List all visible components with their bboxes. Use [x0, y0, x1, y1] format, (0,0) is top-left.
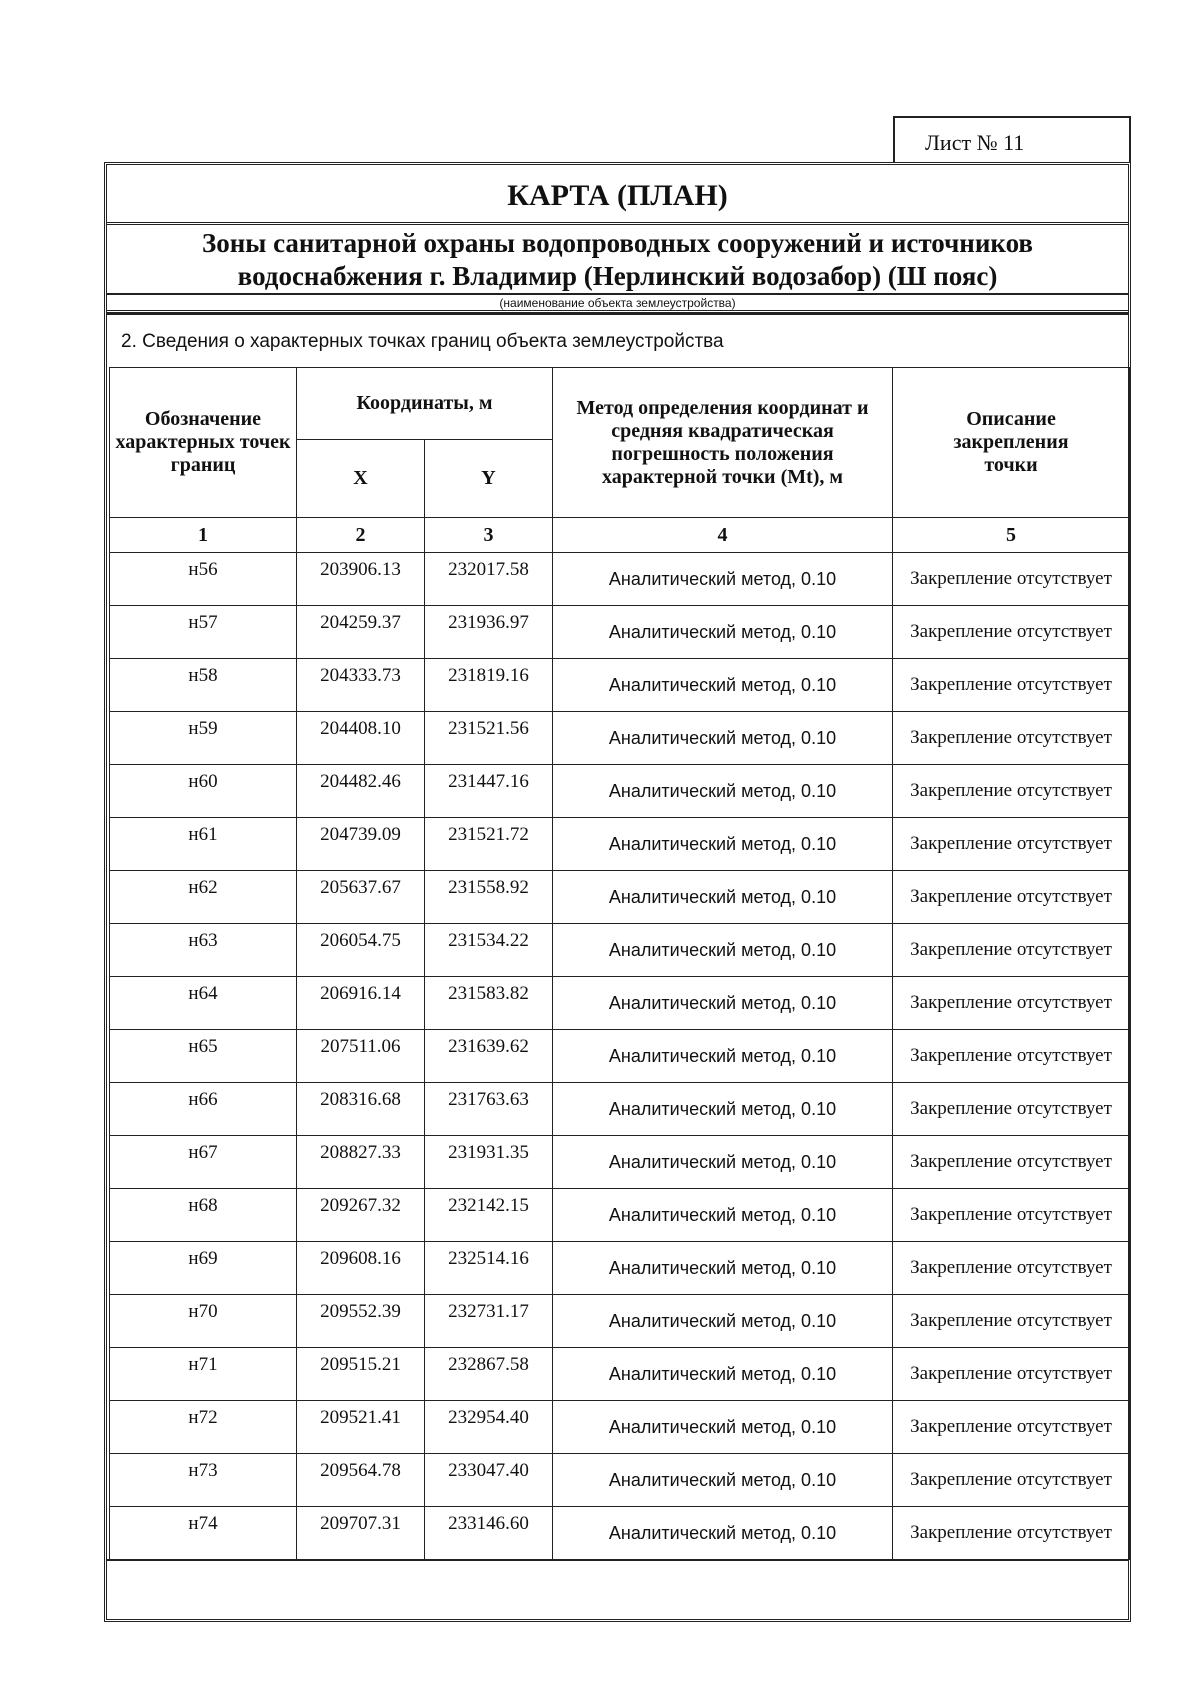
fixing-description: Закрепление отсутствует	[893, 1136, 1130, 1189]
x-coordinate: 204259.37	[297, 606, 425, 659]
y-coordinate: 232142.15	[425, 1189, 553, 1242]
method: Аналитический метод, 0.10	[553, 1189, 893, 1242]
x-coordinate: 204739.09	[297, 818, 425, 871]
header-y: Y	[425, 440, 553, 518]
table-row	[110, 924, 1130, 977]
point-id: н67	[110, 1136, 297, 1189]
fixing-description: Закрепление отсутствует	[893, 1242, 1130, 1295]
point-id: н61	[110, 818, 297, 871]
column-numbers-row	[110, 518, 1130, 553]
y-coordinate: 233146.60	[425, 1507, 553, 1560]
fixing-description: Закрепление отсутствует	[893, 818, 1130, 871]
document-frame	[104, 162, 1131, 1622]
method: Аналитический метод, 0.10	[553, 818, 893, 871]
point-id: н60	[110, 765, 297, 818]
point-id: н59	[110, 712, 297, 765]
header-description: Описание закрепления точки	[893, 368, 1130, 518]
table-row	[110, 977, 1130, 1030]
x-coordinate: 207511.06	[297, 1030, 425, 1083]
x-coordinate: 209515.21	[297, 1348, 425, 1401]
y-coordinate: 231521.56	[425, 712, 553, 765]
fixing-description: Закрепление отсутствует	[893, 871, 1130, 924]
table-row	[110, 712, 1130, 765]
y-coordinate: 231819.16	[425, 659, 553, 712]
section-heading: 2. Сведения о характерных точках границ объекта землеустройства	[107, 313, 1128, 367]
y-coordinate: 231521.72	[425, 818, 553, 871]
point-id: н58	[110, 659, 297, 712]
y-coordinate: 232867.58	[425, 1348, 553, 1401]
x-coordinate: 208316.68	[297, 1083, 425, 1136]
fixing-description: Закрепление отсутствует	[893, 606, 1130, 659]
column-number: 1	[110, 518, 297, 553]
method: Аналитический метод, 0.10	[553, 1295, 893, 1348]
y-coordinate: 233047.40	[425, 1454, 553, 1507]
table-row	[110, 1454, 1130, 1507]
x-coordinate: 206916.14	[297, 977, 425, 1030]
x-coordinate: 204482.46	[297, 765, 425, 818]
method: Аналитический метод, 0.10	[553, 1401, 893, 1454]
point-id: н68	[110, 1189, 297, 1242]
fixing-description: Закрепление отсутствует	[893, 712, 1130, 765]
header-method: Метод определения координат и средняя квадратическая погрешность положения характерной точки (Mt), м	[553, 368, 893, 518]
method: Аналитический метод, 0.10	[553, 553, 893, 606]
y-coordinate: 232731.17	[425, 1295, 553, 1348]
boundary-points-table	[109, 367, 1130, 1560]
x-coordinate: 209552.39	[297, 1295, 425, 1348]
header-designation: Обозначение характерных точек границ	[110, 368, 297, 518]
method: Аналитический метод, 0.10	[553, 924, 893, 977]
y-coordinate: 231763.63	[425, 1083, 553, 1136]
fixing-description: Закрепление отсутствует	[893, 1507, 1130, 1560]
method: Аналитический метод, 0.10	[553, 1507, 893, 1560]
fixing-description: Закрепление отсутствует	[893, 1454, 1130, 1507]
object-name-caption: (наименование объекта землеустройства)	[107, 293, 1128, 313]
table-row	[110, 1189, 1130, 1242]
point-id: н70	[110, 1295, 297, 1348]
fixing-description: Закрепление отсутствует	[893, 765, 1130, 818]
method: Аналитический метод, 0.10	[553, 659, 893, 712]
method: Аналитический метод, 0.10	[553, 871, 893, 924]
y-coordinate: 231447.16	[425, 765, 553, 818]
method: Аналитический метод, 0.10	[553, 1136, 893, 1189]
y-coordinate: 232514.16	[425, 1242, 553, 1295]
method: Аналитический метод, 0.10	[553, 765, 893, 818]
method: Аналитический метод, 0.10	[553, 712, 893, 765]
fixing-description: Закрепление отсутствует	[893, 1348, 1130, 1401]
column-number: 2	[297, 518, 425, 553]
x-coordinate: 209564.78	[297, 1454, 425, 1507]
sheet-number-box	[893, 116, 1131, 162]
object-name: Зоны санитарной охраны водопроводных сооружений и источников водоснабжения г. Владимир (Нерлинский водозабор) (Ш пояс)	[201, 228, 1034, 291]
y-coordinate: 232017.58	[425, 553, 553, 606]
column-number: 3	[425, 518, 553, 553]
point-id: н66	[110, 1083, 297, 1136]
x-coordinate: 204408.10	[297, 712, 425, 765]
y-coordinate: 231558.92	[425, 871, 553, 924]
point-id: н72	[110, 1401, 297, 1454]
point-id: н57	[110, 606, 297, 659]
fixing-description: Закрепление отсутствует	[893, 659, 1130, 712]
y-coordinate: 231583.82	[425, 977, 553, 1030]
table-row	[110, 1507, 1130, 1560]
method: Аналитический метод, 0.10	[553, 1348, 893, 1401]
y-coordinate: 231936.97	[425, 606, 553, 659]
x-coordinate: 203906.13	[297, 553, 425, 606]
point-id: н63	[110, 924, 297, 977]
x-coordinate: 205637.67	[297, 871, 425, 924]
document-title: КАРТА (ПЛАН)	[107, 165, 1128, 225]
method: Аналитический метод, 0.10	[553, 977, 893, 1030]
method: Аналитический метод, 0.10	[553, 1454, 893, 1507]
table-body	[110, 553, 1130, 1560]
point-id: н69	[110, 1242, 297, 1295]
x-coordinate: 209267.32	[297, 1189, 425, 1242]
fixing-description: Закрепление отсутствует	[893, 924, 1130, 977]
table-row	[110, 1295, 1130, 1348]
column-number: 5	[893, 518, 1130, 553]
table-row	[110, 1242, 1130, 1295]
fixing-description: Закрепление отсутствует	[893, 1189, 1130, 1242]
table-row	[110, 1083, 1130, 1136]
x-coordinate: 209707.31	[297, 1507, 425, 1560]
method: Аналитический метод, 0.10	[553, 1083, 893, 1136]
table-row	[110, 553, 1130, 606]
point-id: н56	[110, 553, 297, 606]
table-row	[110, 1136, 1130, 1189]
point-id: н64	[110, 977, 297, 1030]
fixing-description: Закрепление отсутствует	[893, 1295, 1130, 1348]
x-coordinate: 208827.33	[297, 1136, 425, 1189]
table-row	[110, 765, 1130, 818]
x-coordinate: 204333.73	[297, 659, 425, 712]
fixing-description: Закрепление отсутствует	[893, 553, 1130, 606]
table-row	[110, 1401, 1130, 1454]
table-row	[110, 1348, 1130, 1401]
y-coordinate: 231534.22	[425, 924, 553, 977]
fixing-description: Закрепление отсутствует	[893, 1083, 1130, 1136]
method: Аналитический метод, 0.10	[553, 1242, 893, 1295]
point-id: н65	[110, 1030, 297, 1083]
x-coordinate: 209521.41	[297, 1401, 425, 1454]
fixing-description: Закрепление отсутствует	[893, 1401, 1130, 1454]
table-row	[110, 818, 1130, 871]
fixing-description: Закрепление отсутствует	[893, 977, 1130, 1030]
column-number: 4	[553, 518, 893, 553]
x-coordinate: 209608.16	[297, 1242, 425, 1295]
y-coordinate: 231639.62	[425, 1030, 553, 1083]
footer-area	[107, 1559, 1128, 1619]
header-x: X	[297, 440, 425, 518]
header-coordinates: Координаты, м	[297, 368, 553, 440]
point-id: н71	[110, 1348, 297, 1401]
table-row	[110, 659, 1130, 712]
sheet-number: Лист № 11	[925, 130, 1025, 155]
fixing-description: Закрепление отсутствует	[893, 1030, 1130, 1083]
table-row	[110, 606, 1130, 659]
point-id: н62	[110, 871, 297, 924]
method: Аналитический метод, 0.10	[553, 1030, 893, 1083]
y-coordinate: 232954.40	[425, 1401, 553, 1454]
y-coordinate: 231931.35	[425, 1136, 553, 1189]
x-coordinate: 206054.75	[297, 924, 425, 977]
point-id: н74	[110, 1507, 297, 1560]
table-row	[110, 871, 1130, 924]
method: Аналитический метод, 0.10	[553, 606, 893, 659]
point-id: н73	[110, 1454, 297, 1507]
table-row	[110, 1030, 1130, 1083]
